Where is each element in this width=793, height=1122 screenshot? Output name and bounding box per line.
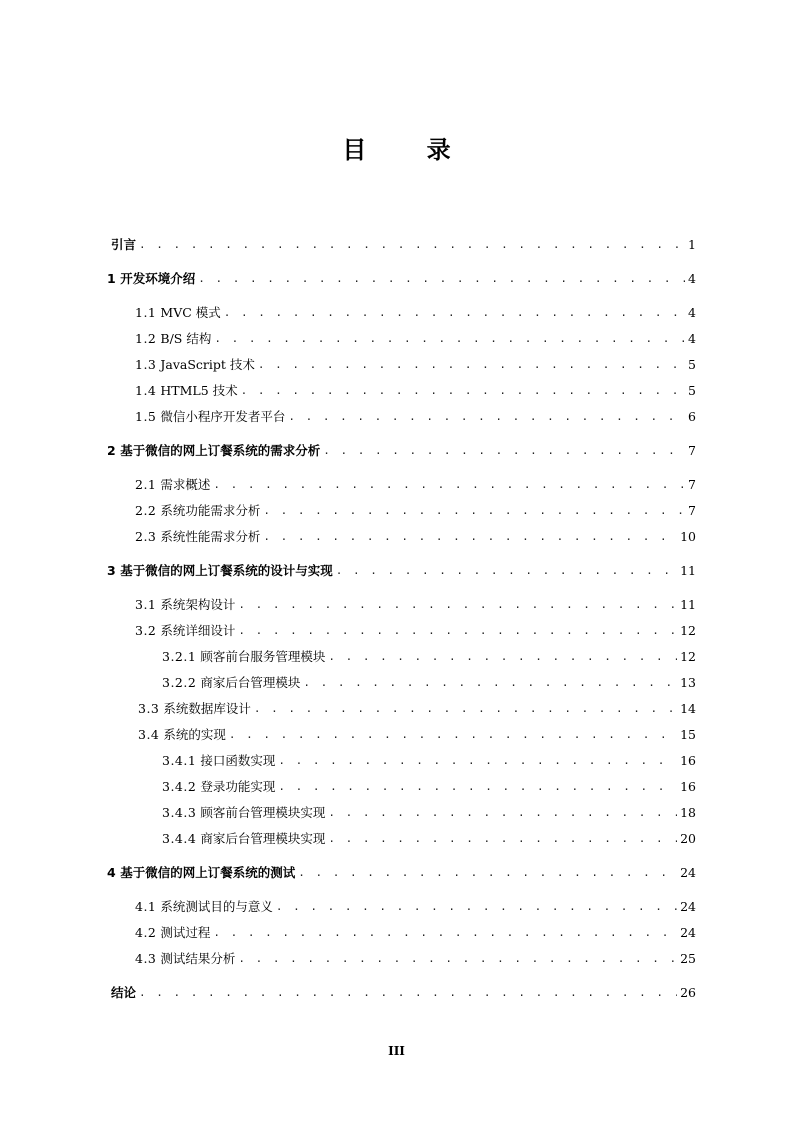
toc-entry-page: 25 <box>680 951 696 966</box>
toc-entry-title: 顾客前台服务管理模块 <box>200 649 326 664</box>
toc-entry[interactable] <box>135 924 696 942</box>
toc-leader-dots <box>139 236 685 254</box>
toc-leader-dots <box>238 622 677 640</box>
toc-entry-number: 3.2 <box>135 623 157 638</box>
toc-leader-dots <box>323 442 685 460</box>
toc-entry-page: 24 <box>680 865 696 880</box>
toc-entry[interactable] <box>138 726 696 744</box>
toc-entry[interactable] <box>135 382 696 400</box>
toc-entry-page: 16 <box>680 753 696 768</box>
toc-leader-dots <box>278 752 677 770</box>
toc-entry-title: 测试过程 <box>160 925 211 940</box>
toc-entry[interactable] <box>107 270 696 288</box>
toc-entry-page: 15 <box>680 727 696 742</box>
toc-leader-dots <box>258 356 685 374</box>
toc-entry[interactable] <box>135 502 696 520</box>
toc-entry[interactable] <box>135 408 696 426</box>
toc-entry-number: 3.2.2 <box>162 675 197 690</box>
toc-entry-page: 18 <box>680 805 696 820</box>
toc-entry-number: 4.1 <box>135 899 157 914</box>
toc-entry[interactable] <box>135 596 696 614</box>
toc-leader-dots <box>254 700 677 718</box>
toc-entry-page: 24 <box>680 925 696 940</box>
toc-entry-title: 基于微信的网上订餐系统的测试 <box>120 865 296 880</box>
toc-entry-number: 3.4.4 <box>162 831 197 846</box>
toc-entry-title: JavaScript 技术 <box>160 357 255 372</box>
toc-entry-page: 4 <box>688 271 696 286</box>
toc-entry-number: 3 <box>107 563 117 578</box>
toc-entry-number: 1.3 <box>135 357 157 372</box>
toc-entry-title: 系统功能需求分析 <box>160 503 261 518</box>
toc-entry[interactable] <box>162 804 696 822</box>
toc-entry-title: 结论 <box>111 985 137 1000</box>
toc-entry[interactable] <box>162 830 696 848</box>
toc-entry[interactable] <box>162 778 696 796</box>
toc-entry-title: 需求概述 <box>160 477 211 492</box>
toc-leader-dots <box>336 562 677 580</box>
toc-entry-title: 微信小程序开发者平台 <box>160 409 286 424</box>
toc-entry-page: 11 <box>680 597 696 612</box>
toc-entry-page: 4 <box>688 331 696 346</box>
toc-leader-dots <box>263 502 685 520</box>
toc-entry-title: 系统架构设计 <box>160 597 236 612</box>
toc-entry[interactable] <box>107 864 696 882</box>
toc-entry-page: 20 <box>680 831 696 846</box>
toc-leader-dots <box>238 596 677 614</box>
page-title: 目 录 <box>342 136 477 164</box>
toc-entry-number: 3.1 <box>135 597 157 612</box>
toc-entry-page: 11 <box>680 563 696 578</box>
toc-entry-number: 3.4.1 <box>162 753 197 768</box>
toc-entry-page: 7 <box>688 503 696 518</box>
toc-leader-dots <box>198 270 685 288</box>
toc-entry-title: 基于微信的网上订餐系统的需求分析 <box>120 443 321 458</box>
toc-entry-title: 基于微信的网上订餐系统的设计与实现 <box>120 563 333 578</box>
toc-entry-title: 系统测试目的与意义 <box>160 899 273 914</box>
toc-entry-title: 系统详细设计 <box>160 623 236 638</box>
toc-entry-title: 引言 <box>111 237 137 252</box>
toc-entry-number: 2.1 <box>135 477 157 492</box>
toc-leader-dots <box>303 674 677 692</box>
toc-entry-page: 12 <box>680 649 696 664</box>
toc-entry[interactable] <box>135 950 696 968</box>
toc-leader-dots <box>328 830 677 848</box>
toc-entry-page: 1 <box>688 237 696 252</box>
toc-leader-dots <box>298 864 677 882</box>
toc-leader-dots <box>288 408 685 426</box>
toc-leader-dots <box>328 804 677 822</box>
toc-entry-number: 3.4 <box>138 727 160 742</box>
toc-entry-number: 3.2.1 <box>162 649 197 664</box>
toc-entry-page: 13 <box>680 675 696 690</box>
toc-entry-title: 系统性能需求分析 <box>160 529 261 544</box>
toc-entry-page: 7 <box>688 477 696 492</box>
toc-entry[interactable] <box>107 442 696 460</box>
toc-entry-number: 3.3 <box>138 701 160 716</box>
toc-entry[interactable] <box>135 356 696 374</box>
toc-entry-number: 1.5 <box>135 409 157 424</box>
toc-entry-page: 7 <box>688 443 696 458</box>
toc-entry[interactable] <box>107 984 696 1002</box>
toc-entry-number: 1.2 <box>135 331 157 346</box>
toc-entry-page: 6 <box>688 409 696 424</box>
toc-entry-title: 接口函数实现 <box>200 753 276 768</box>
toc-leader-dots <box>328 648 677 666</box>
toc-entry-title: 商家后台管理模块 <box>200 675 301 690</box>
toc-leader-dots <box>224 304 685 322</box>
toc-entry-number: 4 <box>107 865 117 880</box>
toc-entry[interactable] <box>135 304 696 322</box>
toc-entry-number: 1.4 <box>135 383 157 398</box>
toc-entry-number: 4.3 <box>135 951 157 966</box>
toc-entry-number: 4.2 <box>135 925 157 940</box>
toc-leader-dots <box>263 528 677 546</box>
toc-entry-page: 5 <box>688 383 696 398</box>
toc-entry-number: 2.2 <box>135 503 157 518</box>
toc-leader-dots <box>213 476 685 494</box>
toc-entry[interactable] <box>135 898 696 916</box>
toc-entry-title: 开发环境介绍 <box>120 271 196 286</box>
toc-entry-page: 26 <box>680 985 696 1000</box>
toc-leader-dots <box>238 950 677 968</box>
toc-entry-title: 登录功能实现 <box>200 779 276 794</box>
toc-entry[interactable] <box>107 236 696 254</box>
toc-leader-dots <box>139 984 677 1002</box>
toc-entry-number: 3.4.3 <box>162 805 197 820</box>
toc-leader-dots <box>213 924 677 942</box>
toc-entry[interactable] <box>135 622 696 640</box>
toc-entry-title: 系统的实现 <box>163 727 226 742</box>
toc-entry-page: 10 <box>680 529 696 544</box>
toc-entry[interactable] <box>162 752 696 770</box>
toc-entry-number: 1.1 <box>135 305 157 320</box>
toc-entry-page: 14 <box>680 701 696 716</box>
toc-entry[interactable] <box>135 476 696 494</box>
toc-entry-title: 系统数据库设计 <box>163 701 251 716</box>
toc-leader-dots <box>229 726 677 744</box>
toc-entry-page: 5 <box>688 357 696 372</box>
toc-entry-page: 16 <box>680 779 696 794</box>
toc-entry-number: 1 <box>107 271 117 286</box>
toc-entry-title: 测试结果分析 <box>160 951 236 966</box>
toc-entry-number: 2 <box>107 443 117 458</box>
toc-leader-dots <box>214 330 685 348</box>
toc-entry-title: HTML5 技术 <box>160 383 238 398</box>
toc-entry[interactable] <box>162 674 696 692</box>
toc-entry[interactable] <box>162 648 696 666</box>
toc-entry-title: MVC 模式 <box>160 305 221 320</box>
toc-entry-number: 3.4.2 <box>162 779 197 794</box>
toc-entry-title: 顾客前台管理模块实现 <box>200 805 326 820</box>
toc-leader-dots <box>276 898 677 916</box>
toc-entry-number: 2.3 <box>135 529 157 544</box>
toc-entry-page: 12 <box>680 623 696 638</box>
toc-entry-title: 商家后台管理模块实现 <box>200 831 326 846</box>
toc-entry[interactable] <box>135 330 696 348</box>
toc-entry[interactable] <box>135 528 696 546</box>
toc-leader-dots <box>241 382 685 400</box>
toc-entry[interactable] <box>107 562 696 580</box>
toc-leader-dots <box>278 778 677 796</box>
toc-entry-page: 4 <box>688 305 696 320</box>
toc-entry-title: B/S 结构 <box>160 331 212 346</box>
toc-entry[interactable] <box>138 700 696 718</box>
toc-entry-page: 24 <box>680 899 696 914</box>
footer-page-number: III <box>388 1044 405 1058</box>
